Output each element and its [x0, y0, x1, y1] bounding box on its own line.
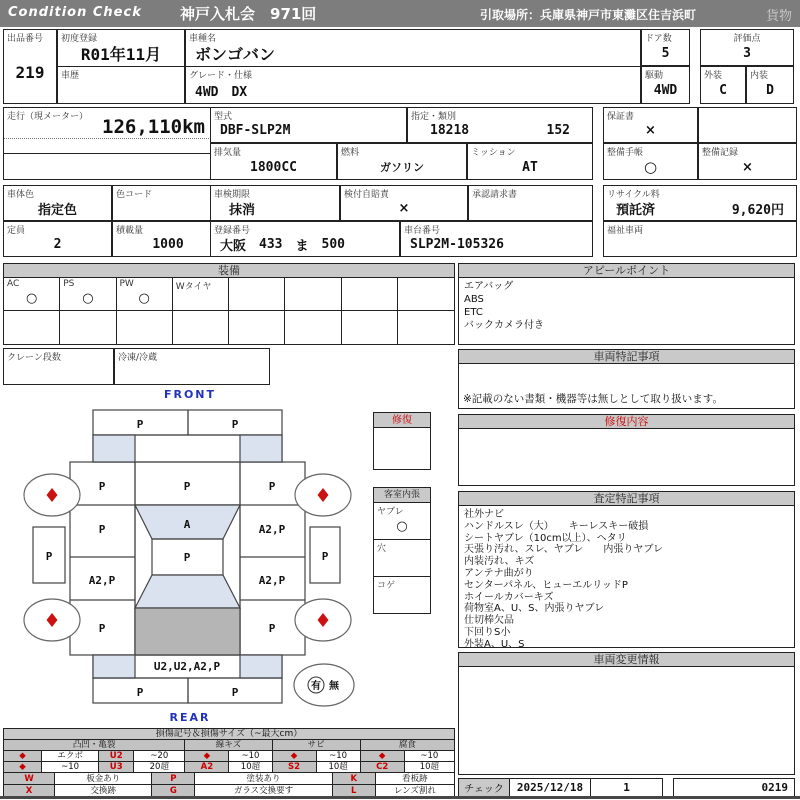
- cabin-lining-header: 客室内張: [373, 487, 431, 503]
- assessment-line: 仕切棒欠品: [464, 615, 514, 627]
- cabin-hole-label: 穴: [377, 544, 387, 554]
- approval-label: 承認請求書: [472, 190, 518, 200]
- legend-cell: 10超: [404, 762, 454, 773]
- legend-group-dents: 凸凹・亀裂: [4, 740, 185, 751]
- welfare-label: 福祉車両: [607, 226, 644, 236]
- equipment-cell-ps: [60, 278, 116, 311]
- warranty-label: 保証書: [607, 112, 635, 122]
- assessment-line: 天張り汚れ、スレ、ヤブレ 内張りヤブレ: [464, 544, 663, 556]
- symbol-code: L: [332, 785, 375, 797]
- symbol-code: P: [152, 773, 195, 785]
- front-bumper-left-code: P: [136, 418, 144, 431]
- mileage-spacer: [4, 139, 223, 154]
- exterior-box: [700, 66, 746, 104]
- equipment-cell-wtire: [173, 278, 229, 311]
- drive-box: [641, 66, 690, 104]
- symbol-code: G: [152, 785, 195, 797]
- equipment-pw-label: PW: [119, 279, 134, 289]
- symbol-meaning: 板金あり: [55, 773, 152, 785]
- maintenance-record-value: ×: [742, 159, 753, 175]
- load-capacity-box: [112, 221, 224, 257]
- reefer-value: [115, 360, 269, 384]
- legend-group-scratch: 線キズ: [185, 740, 272, 751]
- legend-cell: ~10: [42, 762, 99, 773]
- equipment-cell-empty: [173, 311, 229, 344]
- door-front-right-code: A2,P: [258, 523, 286, 536]
- reefer-box: [114, 348, 270, 385]
- assessment-header: 査定特記事項: [458, 491, 795, 506]
- assessment-line: ハンドルスレ（大） キーレスキー破損: [464, 520, 649, 532]
- cabin-hole-cell: [373, 540, 431, 577]
- assessment-line: 内装汚れ、キズ: [464, 556, 535, 568]
- warranty-blank-box: [698, 107, 797, 143]
- reefer-label: 冷凍/冷蔵: [118, 353, 158, 363]
- drive-label: 駆動: [645, 71, 664, 81]
- capacity-label: 定員: [7, 226, 26, 236]
- assessment-body: [458, 506, 795, 648]
- lot-number-label: 出品番号: [7, 34, 44, 44]
- repair-detail-header: 修復内容: [458, 414, 795, 429]
- displacement-label: 排気量: [214, 148, 242, 158]
- legend-diamond-icon: ◆: [360, 751, 404, 762]
- legend-cell: 10超: [229, 762, 272, 773]
- disclaimer-text: ※記載のない書類・機器等は無しとして取り扱います。: [463, 393, 723, 405]
- type-number: 18218: [430, 123, 470, 138]
- history-value: [58, 78, 184, 103]
- doors-box: [641, 29, 690, 66]
- spare-yes-label: 有: [311, 681, 321, 692]
- registration-kana: ま: [295, 239, 309, 254]
- repair-mini-body: [373, 428, 431, 470]
- lot-number-box: [3, 29, 57, 104]
- tailgate-code: U2,U2,A2,P: [153, 660, 221, 673]
- registration-number-value: [211, 233, 399, 256]
- legend-title: 損傷記号＆損傷サイズ（~最大cm）: [4, 729, 455, 740]
- legend-code: A2: [185, 762, 229, 773]
- exterior-value: C: [719, 83, 727, 98]
- equipment-cell-empty: [285, 278, 341, 311]
- equipment-cell-pw: [117, 278, 173, 311]
- symbol-meaning: 看板跡: [375, 773, 454, 785]
- damage-legend-table: [3, 728, 455, 773]
- spare-no-label: 無: [329, 681, 339, 692]
- legend-code: U3: [99, 762, 134, 773]
- welfare-value: [604, 233, 796, 256]
- recycle-fee-values: [604, 197, 796, 220]
- capacity-box: [3, 221, 112, 257]
- cabin-tear-mark: ○: [396, 519, 408, 534]
- model-name-value: ボンゴバン: [195, 45, 276, 64]
- symbol-meaning: ガラス交換要す: [195, 785, 332, 797]
- legend-diamond-icon: ◆: [272, 751, 316, 762]
- assessment-line: ホイールカバーキズ: [464, 591, 554, 603]
- interior-value: D: [766, 83, 774, 98]
- diagram-rear-label: REAR: [169, 711, 211, 724]
- legend-group-corrosion: 腐食: [360, 740, 454, 751]
- car-damage-diagram: [10, 400, 380, 710]
- symbol-code: X: [4, 785, 55, 797]
- cabin-burn-cell: [373, 577, 431, 614]
- assessment-line: 社外ナビ: [464, 509, 504, 520]
- fender-right-code: P: [268, 480, 276, 493]
- load-capacity-value: 1000: [152, 237, 184, 252]
- recycle-amount: 9,620円: [731, 203, 784, 218]
- legend-code: C2: [360, 762, 404, 773]
- insurance-label: 検付自賠責: [344, 190, 390, 200]
- repair-detail-body: [458, 429, 795, 486]
- mileage-label: 走行（現メーター）: [7, 112, 89, 122]
- body-color-box: [3, 185, 112, 221]
- displacement-box: [210, 143, 337, 180]
- equipment-ps-mark: ○: [82, 291, 94, 306]
- drive-value: 4WD: [653, 83, 678, 98]
- roof-code: P: [183, 551, 191, 564]
- sill-left-code: P: [45, 550, 53, 563]
- brand-logo: Condition Check: [8, 5, 142, 20]
- exterior-label: 外装: [704, 71, 723, 81]
- equipment-ac-mark: ○: [25, 291, 38, 306]
- equipment-cell-empty: [60, 311, 116, 344]
- model-code-label: 型式: [214, 112, 233, 122]
- legend-cell: ~10: [229, 751, 272, 762]
- equipment-cell-empty: [398, 311, 454, 344]
- appeal-item: エアバッグ: [464, 281, 514, 292]
- body-color-label: 車体色: [7, 190, 35, 200]
- load-capacity-label: 積載量: [116, 226, 144, 236]
- change-info-body: [458, 667, 795, 775]
- grade-label: グレード・仕様: [189, 71, 253, 81]
- crane-box: [3, 348, 114, 385]
- equipment-pw-mark: ○: [138, 291, 150, 306]
- check-date-cell: 2025/12/18: [509, 778, 591, 797]
- mission-label: ミッション: [471, 148, 516, 158]
- recycle-fee-box: [603, 185, 797, 221]
- sill-right-code: P: [321, 550, 329, 563]
- doors-label: ドア数: [645, 34, 672, 44]
- cabin-burn-label: コゲ: [377, 581, 396, 591]
- equipment-cell-empty: [285, 311, 341, 344]
- equipment-wtire-label: Wタイヤ: [175, 282, 212, 292]
- mission-box: [467, 143, 593, 180]
- insurance-box: [340, 185, 468, 221]
- assessment-line: シートヤブレ（10cm以上）、ヘタリ: [464, 532, 627, 544]
- assessment-line: 下回りS小: [464, 626, 511, 638]
- inspection-box: [210, 185, 340, 221]
- legend-cell: エクボ: [42, 751, 99, 762]
- grade-box: [185, 66, 641, 104]
- equipment-cell-empty: [229, 311, 285, 344]
- welfare-box: [603, 221, 797, 257]
- fuel-box: [337, 143, 467, 180]
- equipment-cell-empty: [117, 311, 173, 344]
- color-code-value: [113, 197, 223, 220]
- type-class-values: [408, 119, 592, 142]
- type-class-label: 指定・類別: [411, 112, 457, 122]
- bottom-divider: [0, 796, 800, 799]
- mileage-value: 126,110km: [102, 116, 205, 138]
- legend-code: U2: [99, 751, 134, 762]
- fender-left-code: P: [98, 480, 106, 493]
- fuel-value: ガソリン: [380, 161, 424, 174]
- first-registration-box: [57, 29, 185, 67]
- legend-diamond-icon: ◆: [4, 762, 42, 773]
- legend-cell: 10超: [316, 762, 360, 773]
- registration-number-box: [210, 221, 400, 257]
- appeal-list: [464, 280, 790, 332]
- equipment-ac-label: AC: [7, 279, 20, 289]
- symbol-code: W: [4, 773, 55, 785]
- cabin-tear-label: ヤブレ: [377, 507, 404, 517]
- legend-code: S2: [272, 762, 316, 773]
- legend-cell: 20超: [134, 762, 185, 773]
- crane-label: クレーン段数: [7, 353, 61, 363]
- model-code-value: DBF-SLP2M: [220, 123, 291, 138]
- type-class-box: [407, 107, 593, 143]
- approval-value: [469, 197, 592, 220]
- repair-mini-header: 修復: [373, 412, 431, 428]
- hood-code: P: [183, 480, 191, 493]
- legend-cell: ~10: [316, 751, 360, 762]
- model-name-label: 車種名: [189, 34, 217, 44]
- inspection-label: 車検期限: [214, 190, 251, 200]
- chassis-number-label: 車台番号: [404, 226, 441, 236]
- legend-diamond-icon: ◆: [185, 751, 229, 762]
- rear-corner-right: [240, 655, 282, 678]
- symbol-meaning: 交換跡: [55, 785, 152, 797]
- symbol-meaning: レンズ割れ: [375, 785, 454, 797]
- equipment-cell-empty: [4, 311, 60, 344]
- assessment-line: 荷物室A、U、S、内張りヤブレ: [464, 603, 605, 615]
- assessment-line: アンテナ曲がり: [464, 567, 534, 579]
- recycle-status: 預託済: [616, 203, 656, 218]
- registration-number-label: 登録番号: [214, 226, 251, 236]
- score-box: [700, 29, 794, 66]
- cabin-tear-cell: [373, 503, 431, 540]
- grade-value: 4WD DX: [195, 85, 248, 100]
- equipment-grid: [3, 277, 455, 345]
- doors-value: 5: [661, 45, 670, 61]
- header-bar: [0, 0, 800, 27]
- symbol-meaning: 塗装あり: [195, 773, 332, 785]
- model-code-box: [210, 107, 407, 143]
- symbol-code: K: [332, 773, 375, 785]
- equipment-header: 装備: [3, 263, 455, 278]
- warranty-value: ×: [645, 123, 656, 138]
- maintenance-record-label: 整備記録: [702, 148, 739, 158]
- mission-value: AT: [522, 159, 538, 175]
- maintenance-book-label: 整備手帳: [607, 148, 644, 158]
- registration-serial: 500: [321, 237, 345, 252]
- equipment-cell-empty: [342, 311, 398, 344]
- rear-bumper-right-code: P: [231, 686, 239, 699]
- appeal-item: ETC: [464, 307, 483, 318]
- first-registration-label: 初度登録: [61, 34, 98, 44]
- pickup-location: 引取場所：兵庫県神戸市東灘区住吉浜町: [480, 8, 697, 22]
- check-count-cell: 1: [590, 778, 663, 797]
- color-code-label: 色コード: [116, 190, 153, 200]
- cabin-hole-mark: [374, 551, 430, 576]
- door-front-left-code: P: [98, 523, 106, 536]
- symbol-legend-table: [3, 772, 455, 797]
- equipment-ps-label: PS: [63, 279, 75, 289]
- auction-title: 神戸入札会 971回: [180, 5, 317, 23]
- check-code-cell: 0219: [673, 778, 795, 797]
- equipment-cell-empty: [229, 278, 285, 311]
- chassis-number-box: [400, 221, 593, 257]
- appeal-item: ABS: [464, 294, 484, 305]
- rear-window-glass: [135, 575, 240, 608]
- approval-box: [468, 185, 593, 221]
- mileage-box: [3, 107, 224, 180]
- insurance-value: ×: [398, 201, 410, 216]
- legend-group-rust: サビ: [272, 740, 360, 751]
- appeal-item: バックカメラ付き: [464, 320, 544, 331]
- displacement-value: 1800CC: [250, 159, 297, 175]
- rear-bumper-left-code: P: [136, 686, 144, 699]
- maintenance-book-box: [603, 143, 698, 180]
- change-info-header: 車両変更情報: [458, 652, 795, 667]
- appeal-header: アピールポイント: [458, 263, 795, 278]
- check-label-cell: チェック: [458, 778, 510, 797]
- cabin-burn-mark: [374, 588, 430, 613]
- appeal-body: [458, 278, 795, 345]
- warranty-box: [603, 107, 698, 143]
- vehicle-category: 貨物: [765, 9, 792, 24]
- door-rear-right-code: A2,P: [258, 574, 286, 587]
- equipment-cell-empty: [342, 278, 398, 311]
- interior-label: 内装: [750, 71, 769, 81]
- maintenance-record-box: [698, 143, 797, 180]
- interior-box: [746, 66, 794, 104]
- windshield-code: A: [183, 518, 191, 531]
- equipment-cell-empty: [398, 278, 454, 311]
- maintenance-book-value: ○: [643, 158, 658, 176]
- registration-prefecture: 大阪: [220, 239, 247, 254]
- rear-corner-left: [93, 655, 135, 678]
- history-label: 車歴: [61, 71, 80, 81]
- assessment-line: 外装A、U、S: [464, 638, 525, 650]
- diagram-front-label: FRONT: [163, 388, 217, 401]
- quarter-left-code: P: [98, 622, 106, 635]
- registration-class: 433: [259, 237, 283, 252]
- legend-cell: ~10: [404, 751, 454, 762]
- legend-diamond-icon: ◆: [4, 751, 42, 762]
- front-bumper-right-code: P: [231, 418, 239, 431]
- score-label: 評価点: [733, 34, 761, 44]
- first-registration-value: R01年11月: [80, 45, 162, 64]
- quarter-right-code: P: [268, 622, 276, 635]
- color-code-box: [112, 185, 224, 221]
- special-notes-body: [458, 364, 795, 409]
- special-notes-header: 車両特記事項: [458, 349, 795, 364]
- lot-number-value: 219: [15, 62, 45, 82]
- assessment-line: センターパネル、ヒューエルリッドP: [464, 579, 628, 591]
- body-color-value: 指定色: [37, 203, 77, 218]
- model-name-box: [185, 29, 641, 67]
- cargo-roof-panel: [135, 608, 240, 655]
- door-rear-left-code: A2,P: [88, 574, 116, 587]
- cowl-corner-right: [240, 435, 282, 462]
- history-box: [57, 66, 185, 104]
- recycle-fee-label: リサイクル料: [607, 190, 660, 200]
- capacity-value: 2: [53, 237, 62, 252]
- assessment-list: [464, 509, 790, 651]
- inspection-value: 抹消: [229, 203, 256, 218]
- equipment-cell-ac: [4, 278, 60, 311]
- fuel-label: 燃料: [341, 148, 360, 158]
- cowl-corner-left: [93, 435, 135, 462]
- chassis-number-value: SLP2M-105326: [410, 237, 504, 252]
- class-number: 152: [546, 123, 570, 138]
- crane-value: [4, 360, 113, 384]
- legend-cell: ~20: [134, 751, 185, 762]
- score-value: 3: [743, 45, 751, 61]
